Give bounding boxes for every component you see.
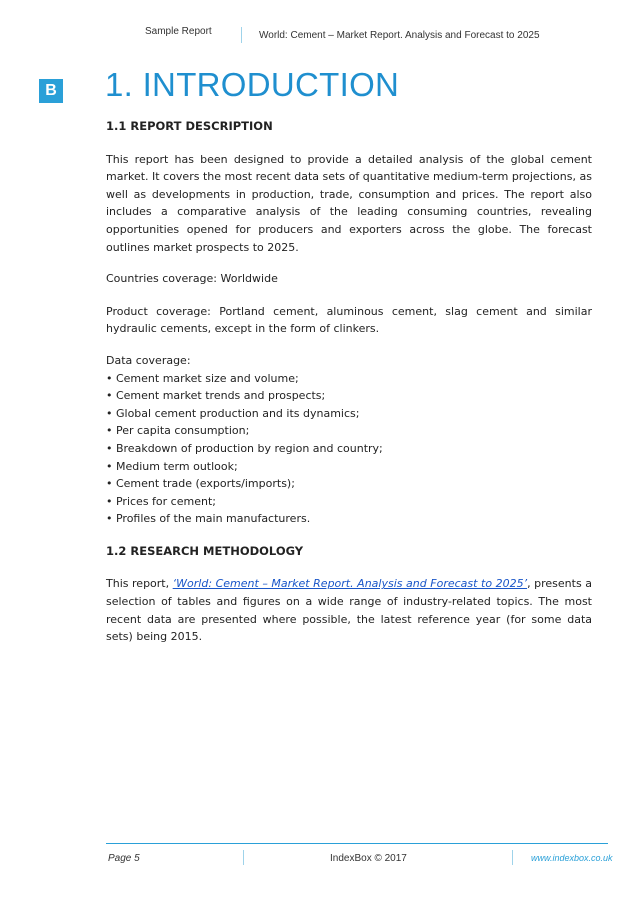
footer-divider xyxy=(243,850,244,865)
data-coverage-label: Data coverage: xyxy=(106,353,191,367)
header-divider xyxy=(241,27,242,43)
list-item: • Profiles of the main manufacturers. xyxy=(106,512,311,526)
footer-divider xyxy=(512,850,513,865)
methodology-text-before: This report, xyxy=(106,577,173,591)
methodology-text-after: , presents a selection of tables and figures on a wide range of industry-related topics. The most recent data are presented where possible, the latest reference year (for some data sets) being 2015. xyxy=(106,577,592,644)
data-coverage-list xyxy=(106,370,592,528)
report-title-link[interactable]: ‘World: Cement – Market Report. Analysis and Forecast to 2025’ xyxy=(172,577,528,591)
list-item: • Medium term outlook; xyxy=(106,459,238,473)
indexbox-logo: B xyxy=(39,79,63,103)
header-report-type: Sample Report xyxy=(145,26,212,37)
section-heading-report-description: 1.1 REPORT DESCRIPTION xyxy=(106,119,273,133)
methodology-paragraph xyxy=(106,575,592,645)
countries-coverage: Countries coverage: Worldwide xyxy=(106,272,278,286)
product-coverage: Product coverage: Portland cement, aluminous cement, slag cement and similar hydraulic cements, except in the form of clinkers. xyxy=(106,304,592,336)
list-item: • Cement trade (exports/imports); xyxy=(106,477,295,491)
section-heading-research-methodology: 1.2 RESEARCH METHODOLOGY xyxy=(106,543,304,558)
list-item: • Global cement production and its dynamics; xyxy=(106,406,360,420)
list-item: • Cement market size and volume; xyxy=(106,371,299,385)
footer-rule xyxy=(106,843,608,844)
list-item: • Per capita consumption; xyxy=(106,424,250,438)
list-item: • Breakdown of production by region and country; xyxy=(106,441,383,455)
footer-website-link[interactable]: www.indexbox.co.uk xyxy=(531,853,613,863)
header-report-title: World: Cement – Market Report. Analysis and Forecast to 2025 xyxy=(259,30,540,41)
report-description-paragraph: This report has been designed to provide a detailed analysis of the global cement market. It covers the most recent data sets of quantitative medium-term projections, as well as developments in production, trade, consumption and prices. The report also includes a comparative analysis of the leading consuming countries, revealing opportunities opened for producers and exporters across the globe. The forecast outlines market prospects to 2025. xyxy=(106,152,592,254)
list-item: • Cement market trends and prospects; xyxy=(106,389,326,403)
main-content xyxy=(106,118,592,646)
footer-copyright: IndexBox © 2017 xyxy=(330,853,407,864)
page-number: Page 5 xyxy=(108,853,140,864)
list-item: • Prices for cement; xyxy=(106,494,216,508)
page-title: 1. INTRODUCTION xyxy=(105,66,400,103)
